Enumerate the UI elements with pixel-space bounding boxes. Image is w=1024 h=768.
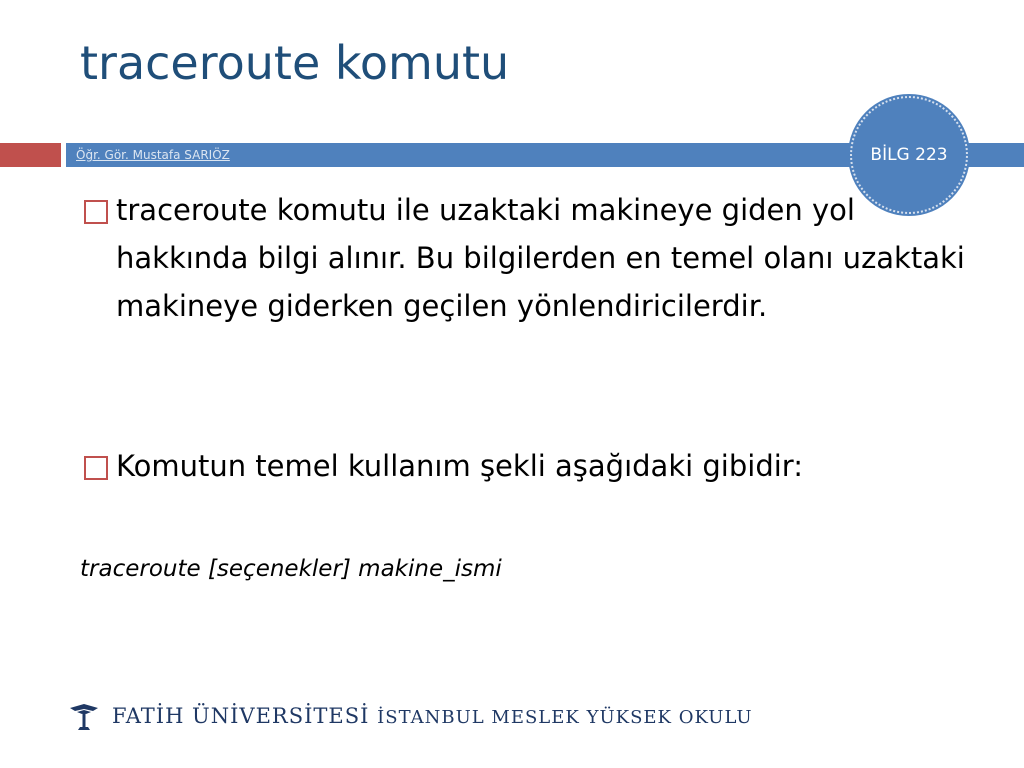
square-bullet-icon	[82, 186, 116, 234]
footer-school: İSTANBUL MESLEK YÜKSEK OKULU	[377, 707, 753, 728]
university-logo-icon	[66, 702, 102, 732]
bullet-item	[82, 186, 982, 330]
course-code: BİLG 223	[870, 145, 948, 165]
bullet-item	[82, 442, 982, 490]
author-name: Öğr. Gör. Mustafa SARIÖZ	[76, 148, 230, 162]
footer-institution	[112, 704, 753, 728]
bullet-text: traceroute komutu ile uzaktaki makineye giden yol hakkında bilgi alınır. Bu bilgilerden en temel olanı uzaktaki makineye giderken geçilen yönlendiricilerdir.	[116, 193, 965, 323]
bullet-text: Komutun temel kullanım şekli aşağıdaki gibidir:	[116, 449, 803, 483]
slide-title: traceroute komutu	[80, 36, 510, 90]
footer-university: FATİH ÜNİVERSİTESİ	[112, 704, 370, 728]
command-syntax: traceroute [seçenekler] makine_ismi	[80, 556, 502, 582]
square-bullet-icon	[82, 442, 116, 490]
header-band-accent	[0, 143, 61, 167]
